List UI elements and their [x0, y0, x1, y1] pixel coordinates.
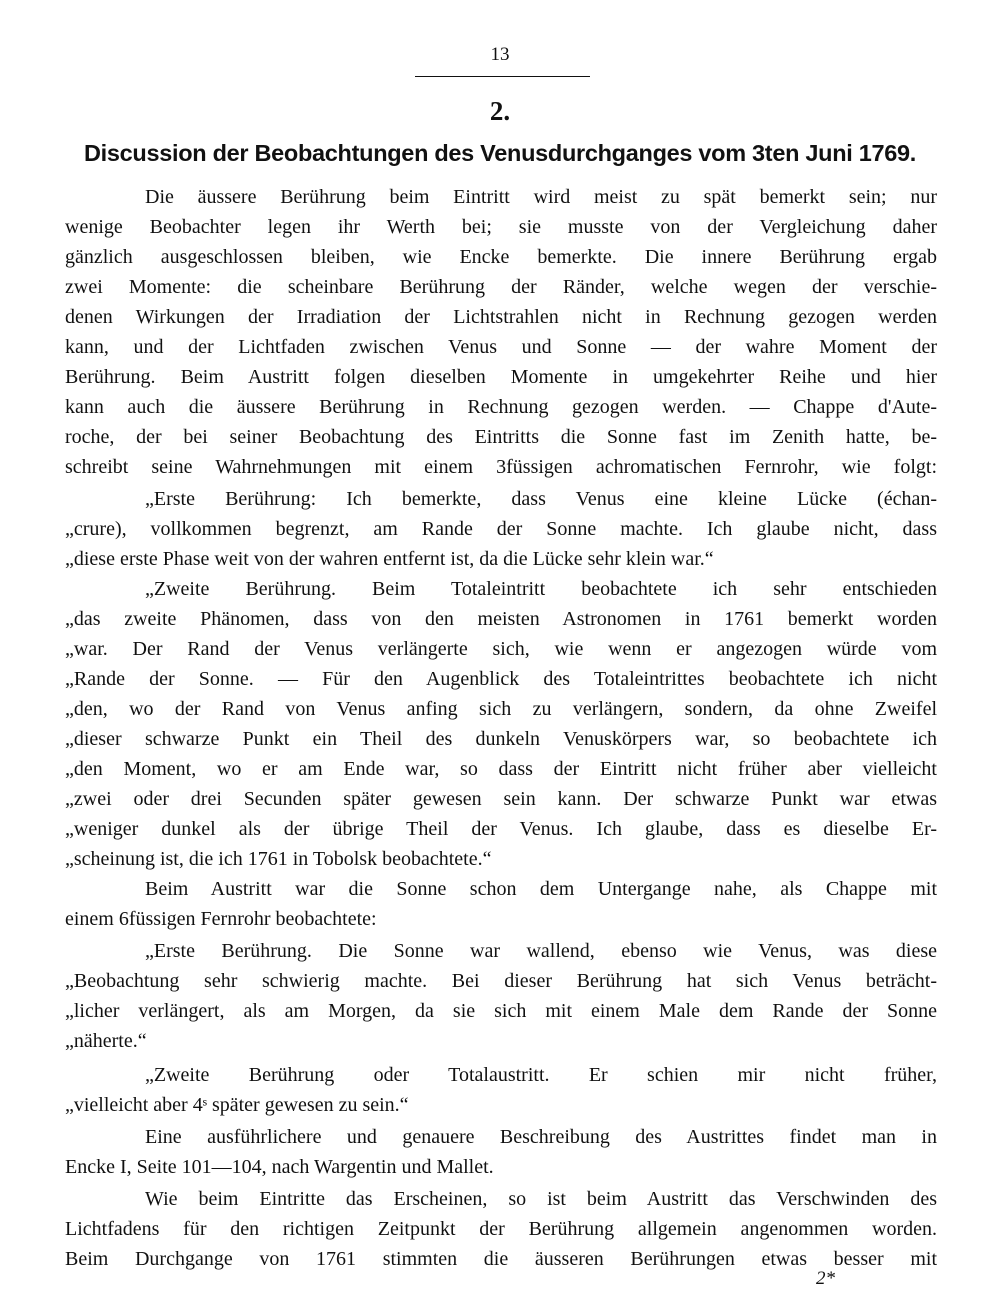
text-line: roche, der bei seiner Beobachtung des Eintritts die Sonne fast im Zenith hatte, be- — [65, 426, 937, 448]
text-line: gänzlich ausgeschlossen bleiben, wie Encke bemerkte. Die innere Berührung ergab — [65, 246, 937, 268]
text-line: zwei Momente: die scheinbare Berührung der Ränder, welche wegen der verschie- — [65, 276, 937, 298]
text-line: „das zweite Phänomen, dass von den meisten Astronomen in 1761 bemerkt worden — [65, 608, 937, 630]
text-line: „Erste Berührung: Ich bemerkte, dass Venus eine kleine Lücke (échan- — [145, 488, 937, 510]
text-line: Lichtfadens für den richtigen Zeitpunkt der Berührung allgemein angenommen worden. — [65, 1218, 937, 1240]
text-line: „weniger dunkel als der übrige Theil der Venus. Ich glaube, dass es dieselbe Er- — [65, 818, 937, 840]
text-line: wenige Beobachter legen ihr Werth bei; sie musste von der Vergleichung daher — [65, 216, 937, 238]
signature-mark: 2* — [816, 1268, 835, 1289]
text-line: Berührung. Beim Austritt folgen dieselben Momente in umgekehrter Reihe und hier — [65, 366, 937, 388]
text-line: kann auch die äussere Berührung in Rechnung gezogen werden. — Chappe d'Aute- — [65, 396, 937, 418]
text-line: „den, wo der Rand von Venus anfing sich zu verlängern, sondern, da ohne Zweifel — [65, 698, 937, 720]
text-line: „dieser schwarze Punkt ein Theil des dunkeln Venuskörpers war, so beobachtete ich — [65, 728, 937, 750]
header-rule — [415, 76, 590, 77]
text-line: „Zweite Berührung. Beim Totaleintritt beobachtete ich sehr entschieden — [145, 578, 937, 600]
text-line: Wie beim Eintritte das Erscheinen, so ist beim Austritt das Verschwinden des — [145, 1188, 937, 1210]
text-line: „licher verlängert, als am Morgen, da sie sich mit einem Male dem Rande der Sonne — [65, 1000, 937, 1022]
text-line: „zwei oder drei Secunden später gewesen sein kann. Der schwarze Punkt war etwas — [65, 788, 937, 810]
text-line: schreibt seine Wahrnehmungen mit einem 3füssigen achromatischen Fernrohr, wie folgt: — [65, 456, 937, 478]
text-line: „näherte.“ — [65, 1030, 147, 1052]
text-line: „Zweite Berührung oder Totalaustritt. Er schien mir nicht früher, — [145, 1064, 937, 1086]
text-line: „Beobachtung sehr schwierig machte. Bei dieser Berührung hat sich Venus beträcht- — [65, 970, 937, 992]
text-line: „diese erste Phase weit von der wahren entfernt ist, da die Lücke sehr klein war.“ — [65, 548, 714, 570]
text-line: „Erste Berührung. Die Sonne war wallend, ebenso wie Venus, was diese — [145, 940, 937, 962]
text-line: „den Moment, wo er am Ende war, so dass der Eintritt nicht früher aber vielleicht — [65, 758, 937, 780]
page-number: 13 — [490, 44, 510, 65]
text-line: kann, und der Lichtfaden zwischen Venus und Sonne — der wahre Moment der — [65, 336, 937, 358]
text-line: „crure), vollkommen begrenzt, am Rande der Sonne machte. Ich glaube nicht, dass — [65, 518, 937, 540]
text-line: Beim Austritt war die Sonne schon dem Untergange nahe, als Chappe mit — [145, 878, 937, 900]
text-line: Eine ausführlichere und genauere Beschreibung des Austrittes findet man in — [145, 1126, 937, 1148]
section-number: 2. — [489, 96, 511, 126]
section-title: Discussion der Beobachtungen des Venusdurchganges vom 3ten Juni 1769. — [83, 140, 917, 166]
text-line: „Rande der Sonne. — Für den Augenblick des Totaleintrittes beobachtete ich nicht — [65, 668, 937, 690]
text-line: „vielleicht aber 4ˢ später gewesen zu sein.“ — [65, 1094, 409, 1116]
text-line: „scheinung ist, die ich 1761 in Tobolsk beobachtete.“ — [65, 848, 492, 870]
text-line: Encke I, Seite 101—104, nach Wargentin und Mallet. — [65, 1156, 494, 1178]
text-line: „war. Der Rand der Venus verlängerte sich, wie wenn er angezogen würde vom — [65, 638, 937, 660]
text-line: Die äussere Berührung beim Eintritt wird meist zu spät bemerkt sein; nur — [145, 186, 937, 208]
text-line: einem 6füssigen Fernrohr beobachtete: — [65, 908, 377, 930]
text-line: denen Wirkungen der Irradiation der Lichtstrahlen nicht in Rechnung gezogen werden — [65, 306, 937, 328]
text-line: Beim Durchgange von 1761 stimmten die äusseren Berührungen etwas besser mit — [65, 1248, 937, 1270]
